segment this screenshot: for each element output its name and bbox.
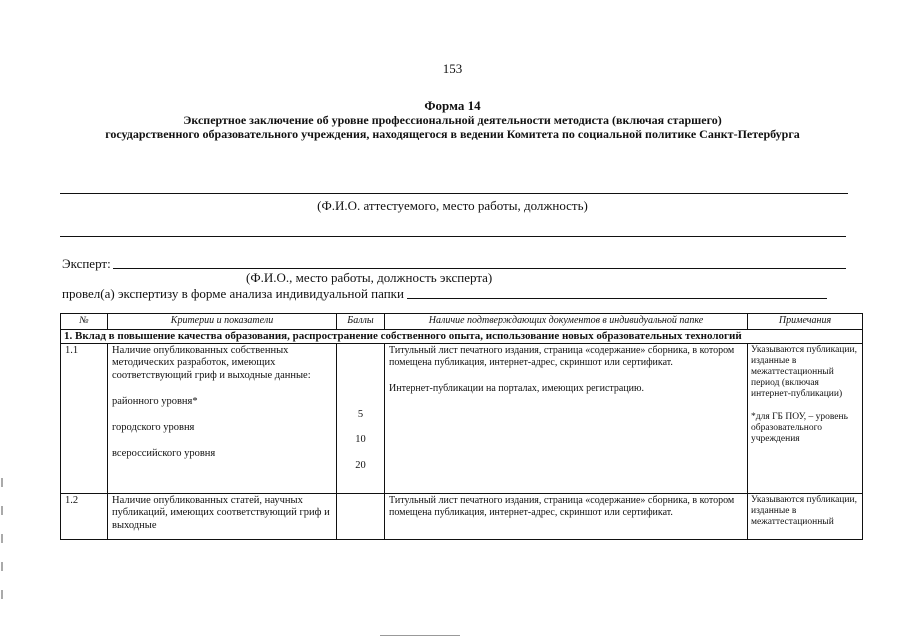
row-num: 1.1: [61, 343, 108, 493]
expert-label: Эксперт:: [62, 256, 111, 271]
notes-text: *для ГБ ПОУ, – уровень образовательного учреждения: [751, 411, 848, 445]
blank-fill-line[interactable]: [60, 236, 846, 237]
page-number: 153: [442, 61, 463, 76]
scan-margin-mark: [1, 478, 3, 487]
row-points: [337, 493, 385, 539]
row-points: [337, 343, 385, 493]
page-bottom-mark: [380, 635, 460, 636]
row-notes: [748, 493, 863, 539]
form-title: Форма 14: [424, 98, 481, 113]
notes-text: Указываются публикации, изданные в межаттестационный период (включая интернет-публикации): [751, 344, 857, 400]
expert-caption: (Ф.И.О., место работы, должность эксперта): [246, 270, 493, 285]
header-notes: Примечания: [748, 314, 863, 330]
form-subtitle-line2: государственного образовательного учреждения, находящегося в ведении Комитета по социальной политике Санкт-Петербурга: [105, 127, 800, 141]
header-documents: Наличие подтверждающих документов в индивидуальной папке: [385, 314, 748, 330]
row-notes: [748, 343, 863, 493]
name-caption: (Ф.И.О. аттестуемого, место работы, должность): [317, 198, 588, 213]
notes-text: Указываются публикации, изданные в межаттестационный: [751, 494, 857, 527]
row-criteria: [108, 343, 337, 493]
portfolio-fill-line[interactable]: [407, 298, 827, 299]
points-value: 5: [357, 408, 364, 420]
level-label: всероссийского уровня: [112, 447, 216, 459]
table-row: [61, 343, 863, 493]
header-criteria: Критерии и показатели: [108, 314, 337, 330]
portfolio-text: провел(а) экспертизу в форме анализа индивидуальной папки: [62, 286, 404, 301]
criteria-table: [60, 313, 863, 540]
row-criteria: Наличие опубликованных статей, научных публикаций, имеющих соответствующий гриф и выходные: [108, 493, 337, 539]
name-fill-line[interactable]: [60, 193, 848, 194]
form-subtitle-line1: Экспертное заключение об уровне профессиональной деятельности методиста (включая старшего): [183, 113, 722, 127]
header-num: №: [61, 314, 108, 330]
header-points: Баллы: [337, 314, 385, 330]
level-label: районного уровня*: [112, 395, 198, 407]
scan-margin-mark: [1, 562, 3, 571]
table-header-row: [61, 314, 863, 330]
criteria-text: Наличие опубликованных собственных методических разработок, имеющих соответствующий гриф и выходные данные:: [112, 344, 311, 382]
points-value: 10: [355, 434, 366, 446]
documents-text: Интернет-публикации на порталах, имеющих регистрацию.: [389, 383, 645, 395]
table-row: [61, 493, 863, 539]
section-title: 1. Вклад в повышение качества образования, распространение собственного опыта, использование новых образовательных технологий: [61, 329, 863, 343]
expert-fill-line[interactable]: [113, 268, 846, 269]
row-num: 1.2: [61, 493, 108, 539]
documents-text: Титульный лист печатного издания, страница «содержание» сборника, в котором помещена публикация, интернет-адрес, скриншот или сертификат.: [389, 494, 735, 519]
scan-margin-mark: [1, 590, 3, 599]
documents-text: Титульный лист печатного издания, страница «содержание» сборника, в котором помещена публикация, интернет-адрес, скриншот или сертификат.: [389, 344, 735, 369]
points-value: 20: [355, 460, 366, 472]
scan-margin-mark: [1, 534, 3, 543]
row-documents: [385, 343, 748, 493]
section-row: [61, 329, 863, 343]
row-documents: [385, 493, 748, 539]
scan-margin-mark: [1, 506, 3, 515]
level-label: городского уровня: [112, 421, 195, 433]
